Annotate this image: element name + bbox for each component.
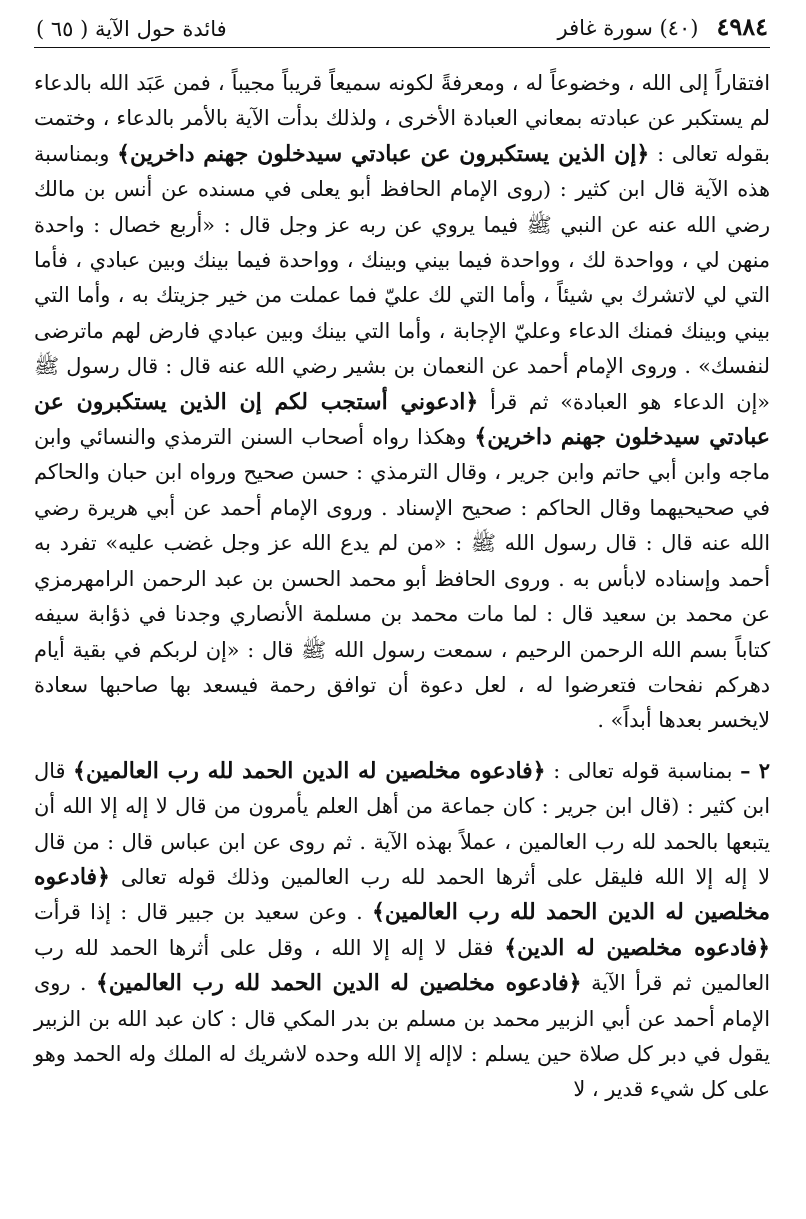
quran-quote: ﴿إن الذين يستكبرون عن عبادتي سيدخلون جهنم داخرين﴾: [117, 140, 650, 167]
page-number: ٤٩٨٤: [716, 12, 768, 41]
section-title: فائدة حول الآية ( ٦٥ ): [36, 17, 227, 41]
quran-quote: ﴿فادعوه مخلصين له الدين الحمد لله رب العالمين﴾: [73, 757, 546, 784]
paragraph-2: [34, 753, 770, 1108]
quran-quote: ﴿فادعوه مخلصين له الدين الحمد لله رب العالمين﴾: [96, 970, 582, 997]
quran-quote: ﴿ادعوني أستجب لكم إن الذين يستكبرون عن عبادتي سيدخلون جهنم داخرين﴾: [34, 388, 770, 451]
body-text: [34, 66, 770, 1108]
text-run: بمناسبة قوله تعالى :: [553, 758, 733, 783]
page-header: [34, 0, 770, 48]
text-run: وبمناسبة هذه الآية قال ابن كثير : (روى الإمام الحافظ أبو يعلى في مسنده عن أنس بن مالك رضي الله عنه عن النبي ﷺ فيما يروي عن ربه عز وجل قال : «أربع خصال : واحدة منهن لي ، وواحدة لك ، وواحدة فيما بيني وبينك ، وواحدة فيما بينك وبين عبادي ، فأما التي لي لاتشرك بي شيئاً ، وأما التي لك عليّ فما عملت من خير جزيتك به ، وأما التي بيني وبينك فمنك الدعاء وعليّ الإجابة ، وأما التي بينك وبين عبادي فارض لهم ماترضى لنفسك» . وروى الإمام أحمد عن النعمان بن بشير رضي الله عنه قال : قال رسول ﷺ «إن الدعاء هو العبادة» ثم قرأ: [34, 141, 770, 414]
quran-quote: ﴿فادعوه مخلصين له الدين الحمد لله رب العالمين﴾: [34, 863, 770, 926]
paragraph-1: [34, 66, 770, 739]
text-run: . روى الإمام أحمد عن أبي الزبير محمد بن مسلم بن بدر المكي قال : كان عبد الله بن الزبير يقول في دبر كل صلاة حين يسلم : لاإله إلا الله وحده لاشريك له الملك وله الحمد وهو على كل شيء قدير ، لا: [34, 971, 770, 1102]
quran-quote: ﴿فادعوه مخلصين له الدين﴾: [504, 934, 770, 961]
text-run: قال ابن كثير : (قال ابن جرير : كان جماعة من أهل العلم يأمرون من قال لا إله إلا الله أن يتبعها بالحمد لله رب العالمين ، عملاً بهذه الآية . ثم روى عن ابن عباس قال : من قال لا إله إلا الله فليقل على أثرها الحمد لله رب العالمين وذلك قوله تعالى: [34, 758, 770, 889]
text-run: . وعن سعيد بن جبير قال : إذا قرأت: [34, 900, 363, 925]
text-run: وهكذا رواه أصحاب السنن الترمذي والنسائي وابن ماجه وابن أبي حاتم وابن جرير ، وقال الترمذي : حسن صحيح ورواه ابن حبان والحاكم في صحيحيهما وقال الحاكم : صحيح الإسناد . وروى الإمام أحمد عن أبي هريرة رضي الله عنه قال : قال رسول الله ﷺ : «من لم يدع الله عز وجل غضب عليه» تفرد به أحمد وإسناده لابأس به . وروى الحافظ أبو محمد الحسن بن عبد الرحمن الرامهرمزي عن محمد بن سعيد قال : لما مات محمد بن مسلمة الأنصاري وجدنا في ذؤابة سيفه كتاباً بسم الله الرحمن الرحيم ، سمعت رسول الله ﷺ قال : «إن لربكم في بقية أيام دهركم نفحات فتعرضوا له ، لعل دعوة أن توافق رحمة فيسعد بها صاحبها سعادة لايخسر بعدها أبداً» .: [34, 425, 770, 733]
item-number: ٢ –: [740, 757, 770, 783]
surah-name: (٤٠) سورة غافر: [557, 16, 699, 40]
text-run: افتقاراً إلى الله ، وخضوعاً له ، ومعرفةً لكونه سميعاً قريباً مجيباً ، فمن عَبَد الله بالدعاء لم يستكبر عن عبادته بمعاني العبادة الأخرى ، ولذلك بدأت الآية بالأمر بالدعاء ، وختمت بقوله تعالى :: [34, 71, 770, 166]
header-right: [558, 12, 768, 41]
text-run: فقل لا إله إلا الله ، وقل على أثرها الحمد لله رب العالمين ثم قرأ الآية: [34, 935, 770, 996]
